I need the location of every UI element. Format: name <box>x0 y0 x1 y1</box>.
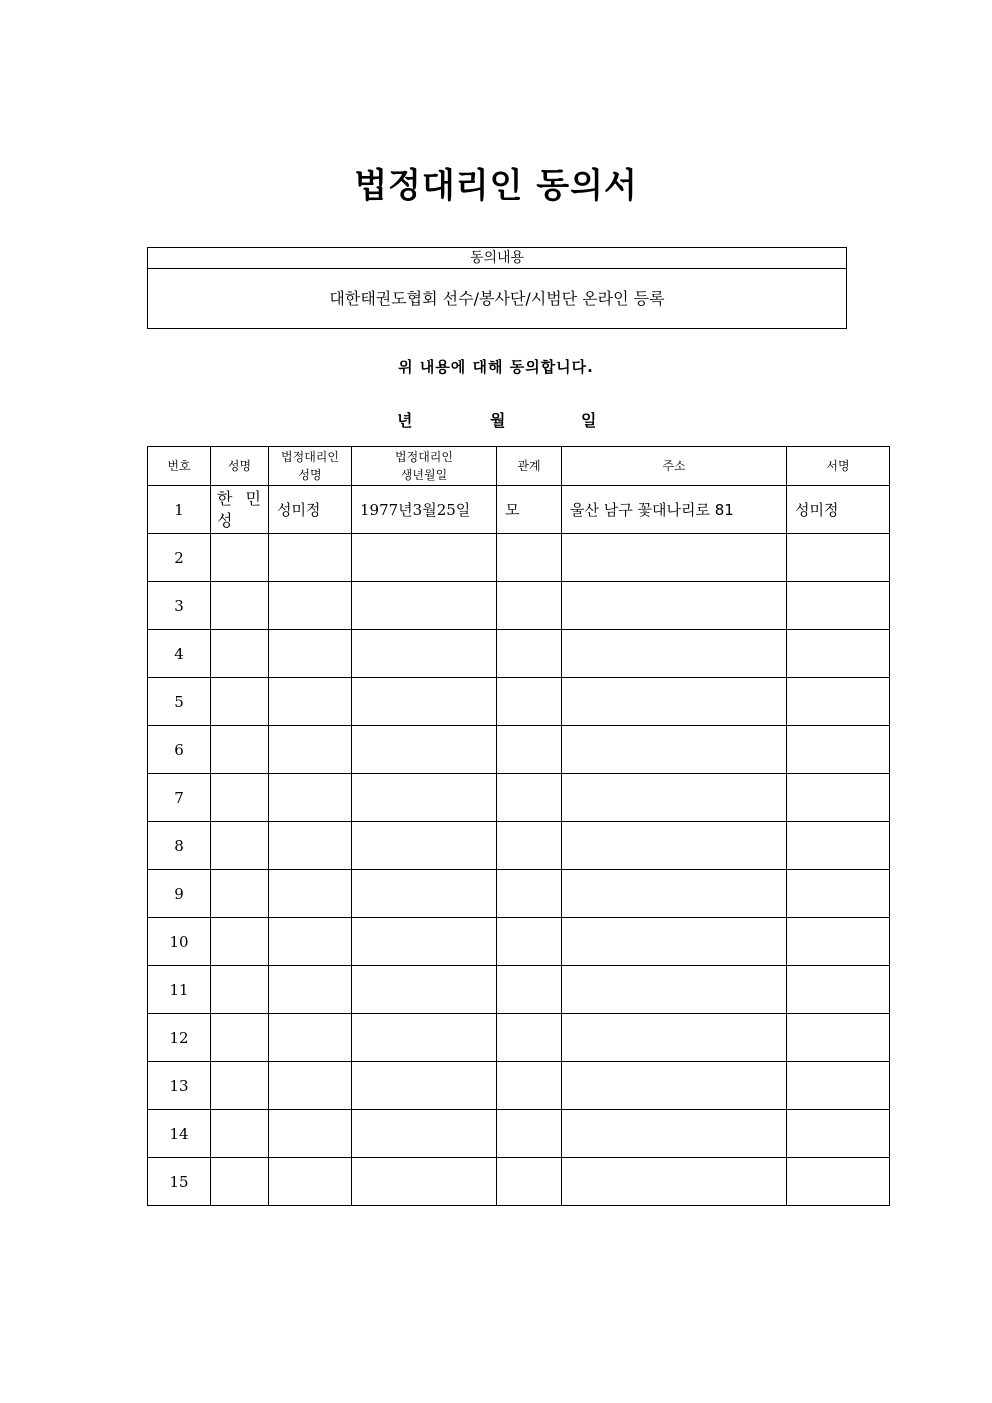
row-address-cell <box>562 1110 787 1158</box>
row-relation-cell: 모 <box>497 486 562 534</box>
table-row <box>148 822 890 870</box>
row-signature-cell <box>787 630 890 678</box>
row-no-cell: 15 <box>148 1158 211 1206</box>
row-signature-cell <box>787 1014 890 1062</box>
row-address-cell <box>562 966 787 1014</box>
row-address-cell <box>562 918 787 966</box>
row-signature-cell <box>787 870 890 918</box>
row-guardian-birth-cell <box>352 678 497 726</box>
row-name-cell <box>211 678 269 726</box>
header-guardian-birth-line1: 법정대리인 <box>395 450 453 464</box>
table-row <box>148 774 890 822</box>
row-name-cell <box>211 822 269 870</box>
row-relation-cell <box>497 1110 562 1158</box>
row-guardian-name-cell <box>269 534 352 582</box>
row-signature-cell <box>787 1110 890 1158</box>
table-row <box>148 582 890 630</box>
table-row <box>148 966 890 1014</box>
row-name-cell <box>211 630 269 678</box>
date-month-label: 월 <box>490 411 506 430</box>
guardian-consent-table <box>147 446 890 1206</box>
consent-body: 대한태권도협회 선수/봉사단/시범단 온라인 등록 <box>329 289 665 308</box>
row-address-cell <box>562 678 787 726</box>
table-row <box>148 1110 890 1158</box>
row-name-cell <box>211 774 269 822</box>
row-no-cell: 6 <box>148 726 211 774</box>
row-no-cell: 8 <box>148 822 211 870</box>
row-guardian-birth-cell <box>352 726 497 774</box>
row-guardian-birth-cell <box>352 774 497 822</box>
row-guardian-birth-cell <box>352 1014 497 1062</box>
table-row <box>148 534 890 582</box>
header-name: 성명 <box>211 447 269 486</box>
header-guardian-name <box>269 447 352 486</box>
row-guardian-name-cell <box>269 630 352 678</box>
row-signature-cell <box>787 918 890 966</box>
row-relation-cell <box>497 822 562 870</box>
row-relation-cell <box>497 870 562 918</box>
row-guardian-birth-cell <box>352 870 497 918</box>
row-name-cell <box>211 870 269 918</box>
date-day-label: 일 <box>581 411 597 430</box>
row-no-cell: 10 <box>148 918 211 966</box>
row-name-cell <box>211 1062 269 1110</box>
row-signature-cell <box>787 1158 890 1206</box>
row-name-cell <box>211 582 269 630</box>
header-address: 주소 <box>562 447 787 486</box>
row-signature-cell <box>787 966 890 1014</box>
table-row <box>148 870 890 918</box>
row-guardian-name-cell <box>269 822 352 870</box>
row-name-cell <box>211 918 269 966</box>
date-year-label: 년 <box>397 411 413 430</box>
row-address-cell <box>562 1014 787 1062</box>
header-guardian-name-line1: 법정대리인 <box>281 450 339 464</box>
row-relation-cell <box>497 1158 562 1206</box>
table-row <box>148 1158 890 1206</box>
row-no-cell: 14 <box>148 1110 211 1158</box>
row-signature-cell <box>787 1062 890 1110</box>
table-row <box>148 726 890 774</box>
row-guardian-birth-cell <box>352 1062 497 1110</box>
row-address-cell <box>562 870 787 918</box>
row-address-cell: 울산 남구 꽃대나리로 81 <box>562 486 787 534</box>
row-guardian-name-cell <box>269 582 352 630</box>
row-relation-cell <box>497 630 562 678</box>
row-guardian-name-cell <box>269 726 352 774</box>
table-row <box>148 630 890 678</box>
row-guardian-name-cell: 성미정 <box>269 486 352 534</box>
row-address-cell <box>562 822 787 870</box>
row-signature-cell <box>787 678 890 726</box>
row-relation-cell <box>497 966 562 1014</box>
row-name-cell: 한 민 성 <box>211 486 269 534</box>
row-guardian-birth-cell: 1977년3월25일 <box>352 486 497 534</box>
row-no-cell: 2 <box>148 534 211 582</box>
row-name-cell <box>211 1110 269 1158</box>
consent-content-box <box>147 247 847 329</box>
row-signature-cell <box>787 582 890 630</box>
row-guardian-name-cell <box>269 774 352 822</box>
row-guardian-name-cell <box>269 918 352 966</box>
header-no: 번호 <box>148 447 211 486</box>
row-address-cell <box>562 630 787 678</box>
row-guardian-birth-cell <box>352 630 497 678</box>
row-relation-cell <box>497 582 562 630</box>
row-no-cell: 4 <box>148 630 211 678</box>
row-relation-cell <box>497 774 562 822</box>
row-relation-cell <box>497 918 562 966</box>
row-relation-cell <box>497 1014 562 1062</box>
row-relation-cell <box>497 1062 562 1110</box>
row-address-cell <box>562 726 787 774</box>
row-address-cell <box>562 534 787 582</box>
row-signature-cell <box>787 534 890 582</box>
row-name-cell <box>211 1014 269 1062</box>
row-signature-cell <box>787 774 890 822</box>
row-relation-cell <box>497 726 562 774</box>
row-name-cell <box>211 534 269 582</box>
table-row <box>148 1062 890 1110</box>
row-name-cell <box>211 1158 269 1206</box>
row-guardian-name-cell <box>269 1110 352 1158</box>
row-address-cell <box>562 582 787 630</box>
row-guardian-name-cell <box>269 1062 352 1110</box>
row-guardian-name-cell <box>269 966 352 1014</box>
row-relation-cell <box>497 534 562 582</box>
row-no-cell: 13 <box>148 1062 211 1110</box>
row-guardian-birth-cell <box>352 1158 497 1206</box>
table-row <box>148 918 890 966</box>
row-name-cell <box>211 966 269 1014</box>
row-no-cell: 5 <box>148 678 211 726</box>
row-guardian-birth-cell <box>352 1110 497 1158</box>
row-relation-cell <box>497 678 562 726</box>
row-guardian-name-cell <box>269 678 352 726</box>
row-signature-cell <box>787 726 890 774</box>
row-no-cell: 3 <box>148 582 211 630</box>
row-guardian-birth-cell <box>352 582 497 630</box>
row-guardian-birth-cell <box>352 534 497 582</box>
row-no-cell: 7 <box>148 774 211 822</box>
table-row <box>148 678 890 726</box>
row-signature-cell: 성미정 <box>787 486 890 534</box>
consent-header: 동의내용 <box>148 248 846 269</box>
header-guardian-birth <box>352 447 497 486</box>
row-name-cell <box>211 726 269 774</box>
row-guardian-name-cell <box>269 1014 352 1062</box>
row-no-cell: 11 <box>148 966 211 1014</box>
header-relation: 관계 <box>497 447 562 486</box>
row-guardian-name-cell <box>269 1158 352 1206</box>
row-address-cell <box>562 774 787 822</box>
row-signature-cell <box>787 822 890 870</box>
row-guardian-name-cell <box>269 870 352 918</box>
agreement-statement: 위 내용에 대해 동의합니다. <box>398 358 594 376</box>
table-row <box>148 486 890 534</box>
row-address-cell <box>562 1062 787 1110</box>
header-guardian-birth-line2: 생년월일 <box>400 468 448 482</box>
row-no-cell: 1 <box>148 486 211 534</box>
row-guardian-birth-cell <box>352 918 497 966</box>
row-address-cell <box>562 1158 787 1206</box>
document-title: 법정대리인 동의서 <box>354 166 638 206</box>
header-guardian-name-line2: 성명 <box>298 468 322 482</box>
table-row <box>148 1014 890 1062</box>
table-header-row <box>148 447 890 486</box>
row-no-cell: 9 <box>148 870 211 918</box>
header-signature: 서명 <box>787 447 890 486</box>
row-no-cell: 12 <box>148 1014 211 1062</box>
row-guardian-birth-cell <box>352 822 497 870</box>
row-guardian-birth-cell <box>352 966 497 1014</box>
